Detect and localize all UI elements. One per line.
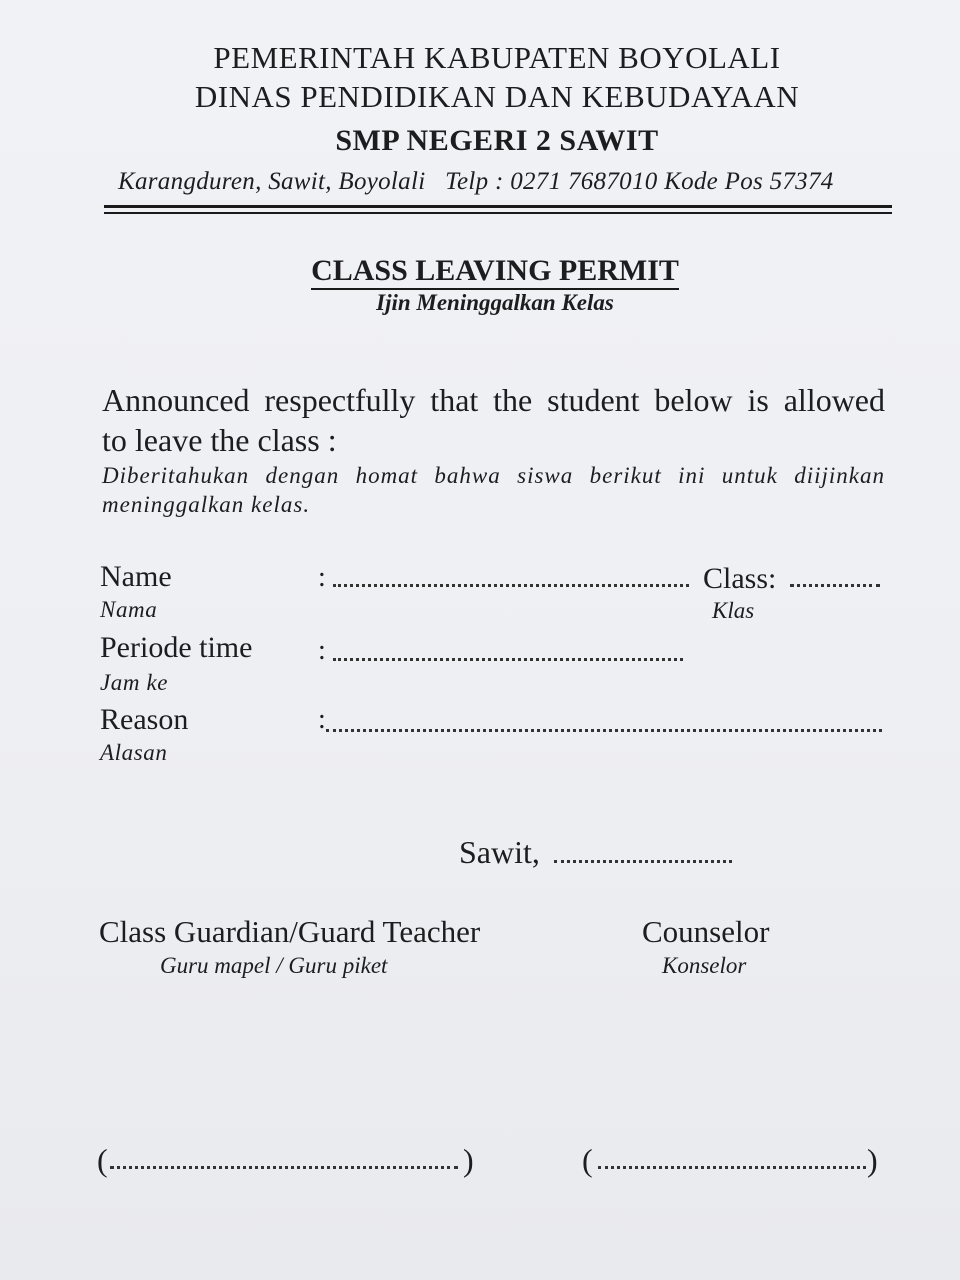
guardian-title: Class Guardian/Guard Teacher — [99, 914, 481, 949]
form-title — [0, 254, 960, 288]
header-rule-thick — [104, 205, 892, 208]
intro-indonesian-line2: meninggalkan kelas. — [102, 492, 311, 517]
period-field[interactable] — [333, 658, 683, 661]
department-name: DINAS PENDIDIKAN DAN KEBUDAYAAN — [194, 79, 800, 114]
class-sublabel: Klas — [712, 598, 755, 623]
class-field[interactable] — [790, 584, 880, 587]
intro-english-line2: to leave the class : — [102, 422, 337, 458]
intro-indonesian-line1: Diberitahukan dengan homat bahwa siswa berikut ini untuk diijinkan — [102, 463, 885, 488]
counselor-close-paren: ) — [867, 1142, 878, 1178]
guardian-subtitle: Guru mapel / Guru piket — [160, 953, 388, 978]
class-label: Class: — [703, 562, 777, 595]
reason-field[interactable] — [326, 729, 882, 732]
place-label: Sawit, — [459, 834, 540, 870]
guardian-signature-field[interactable] — [110, 1166, 458, 1169]
counselor-open-paren: ( — [582, 1142, 593, 1178]
counselor-subtitle: Konselor — [662, 953, 747, 978]
period-sublabel: Jam ke — [100, 670, 169, 695]
date-field[interactable] — [554, 860, 732, 863]
government-name: PEMERINTAH KABUPATEN BOYOLALI — [213, 40, 781, 75]
counselor-signature-field[interactable] — [598, 1166, 866, 1169]
guardian-close-paren: ) — [463, 1142, 474, 1178]
name-sublabel: Nama — [100, 597, 158, 622]
school-name: SMP NEGERI 2 SAWIT — [335, 124, 659, 157]
name-colon: : — [318, 562, 326, 593]
reason-sublabel: Alasan — [100, 740, 168, 765]
name-label: Name — [100, 560, 172, 593]
name-field[interactable] — [333, 584, 689, 587]
guardian-open-paren: ( — [97, 1142, 108, 1178]
reason-colon: : — [318, 704, 326, 735]
reason-label: Reason — [100, 703, 189, 736]
counselor-title: Counselor — [642, 914, 770, 949]
school-address: Karangduren, Sawit, Boyolali Telp : 0271 7687010 Kode Pos 57374 — [118, 168, 834, 195]
intro-english-line1: Announced respectfully that the student below is allowed — [102, 382, 885, 418]
period-label: Periode time — [100, 631, 253, 664]
period-colon: : — [318, 635, 326, 666]
header-rule-thin — [104, 212, 892, 214]
form-title-text: CLASS LEAVING PERMIT — [311, 254, 679, 290]
form-subtitle: Ijin Meninggalkan Kelas — [376, 290, 614, 315]
